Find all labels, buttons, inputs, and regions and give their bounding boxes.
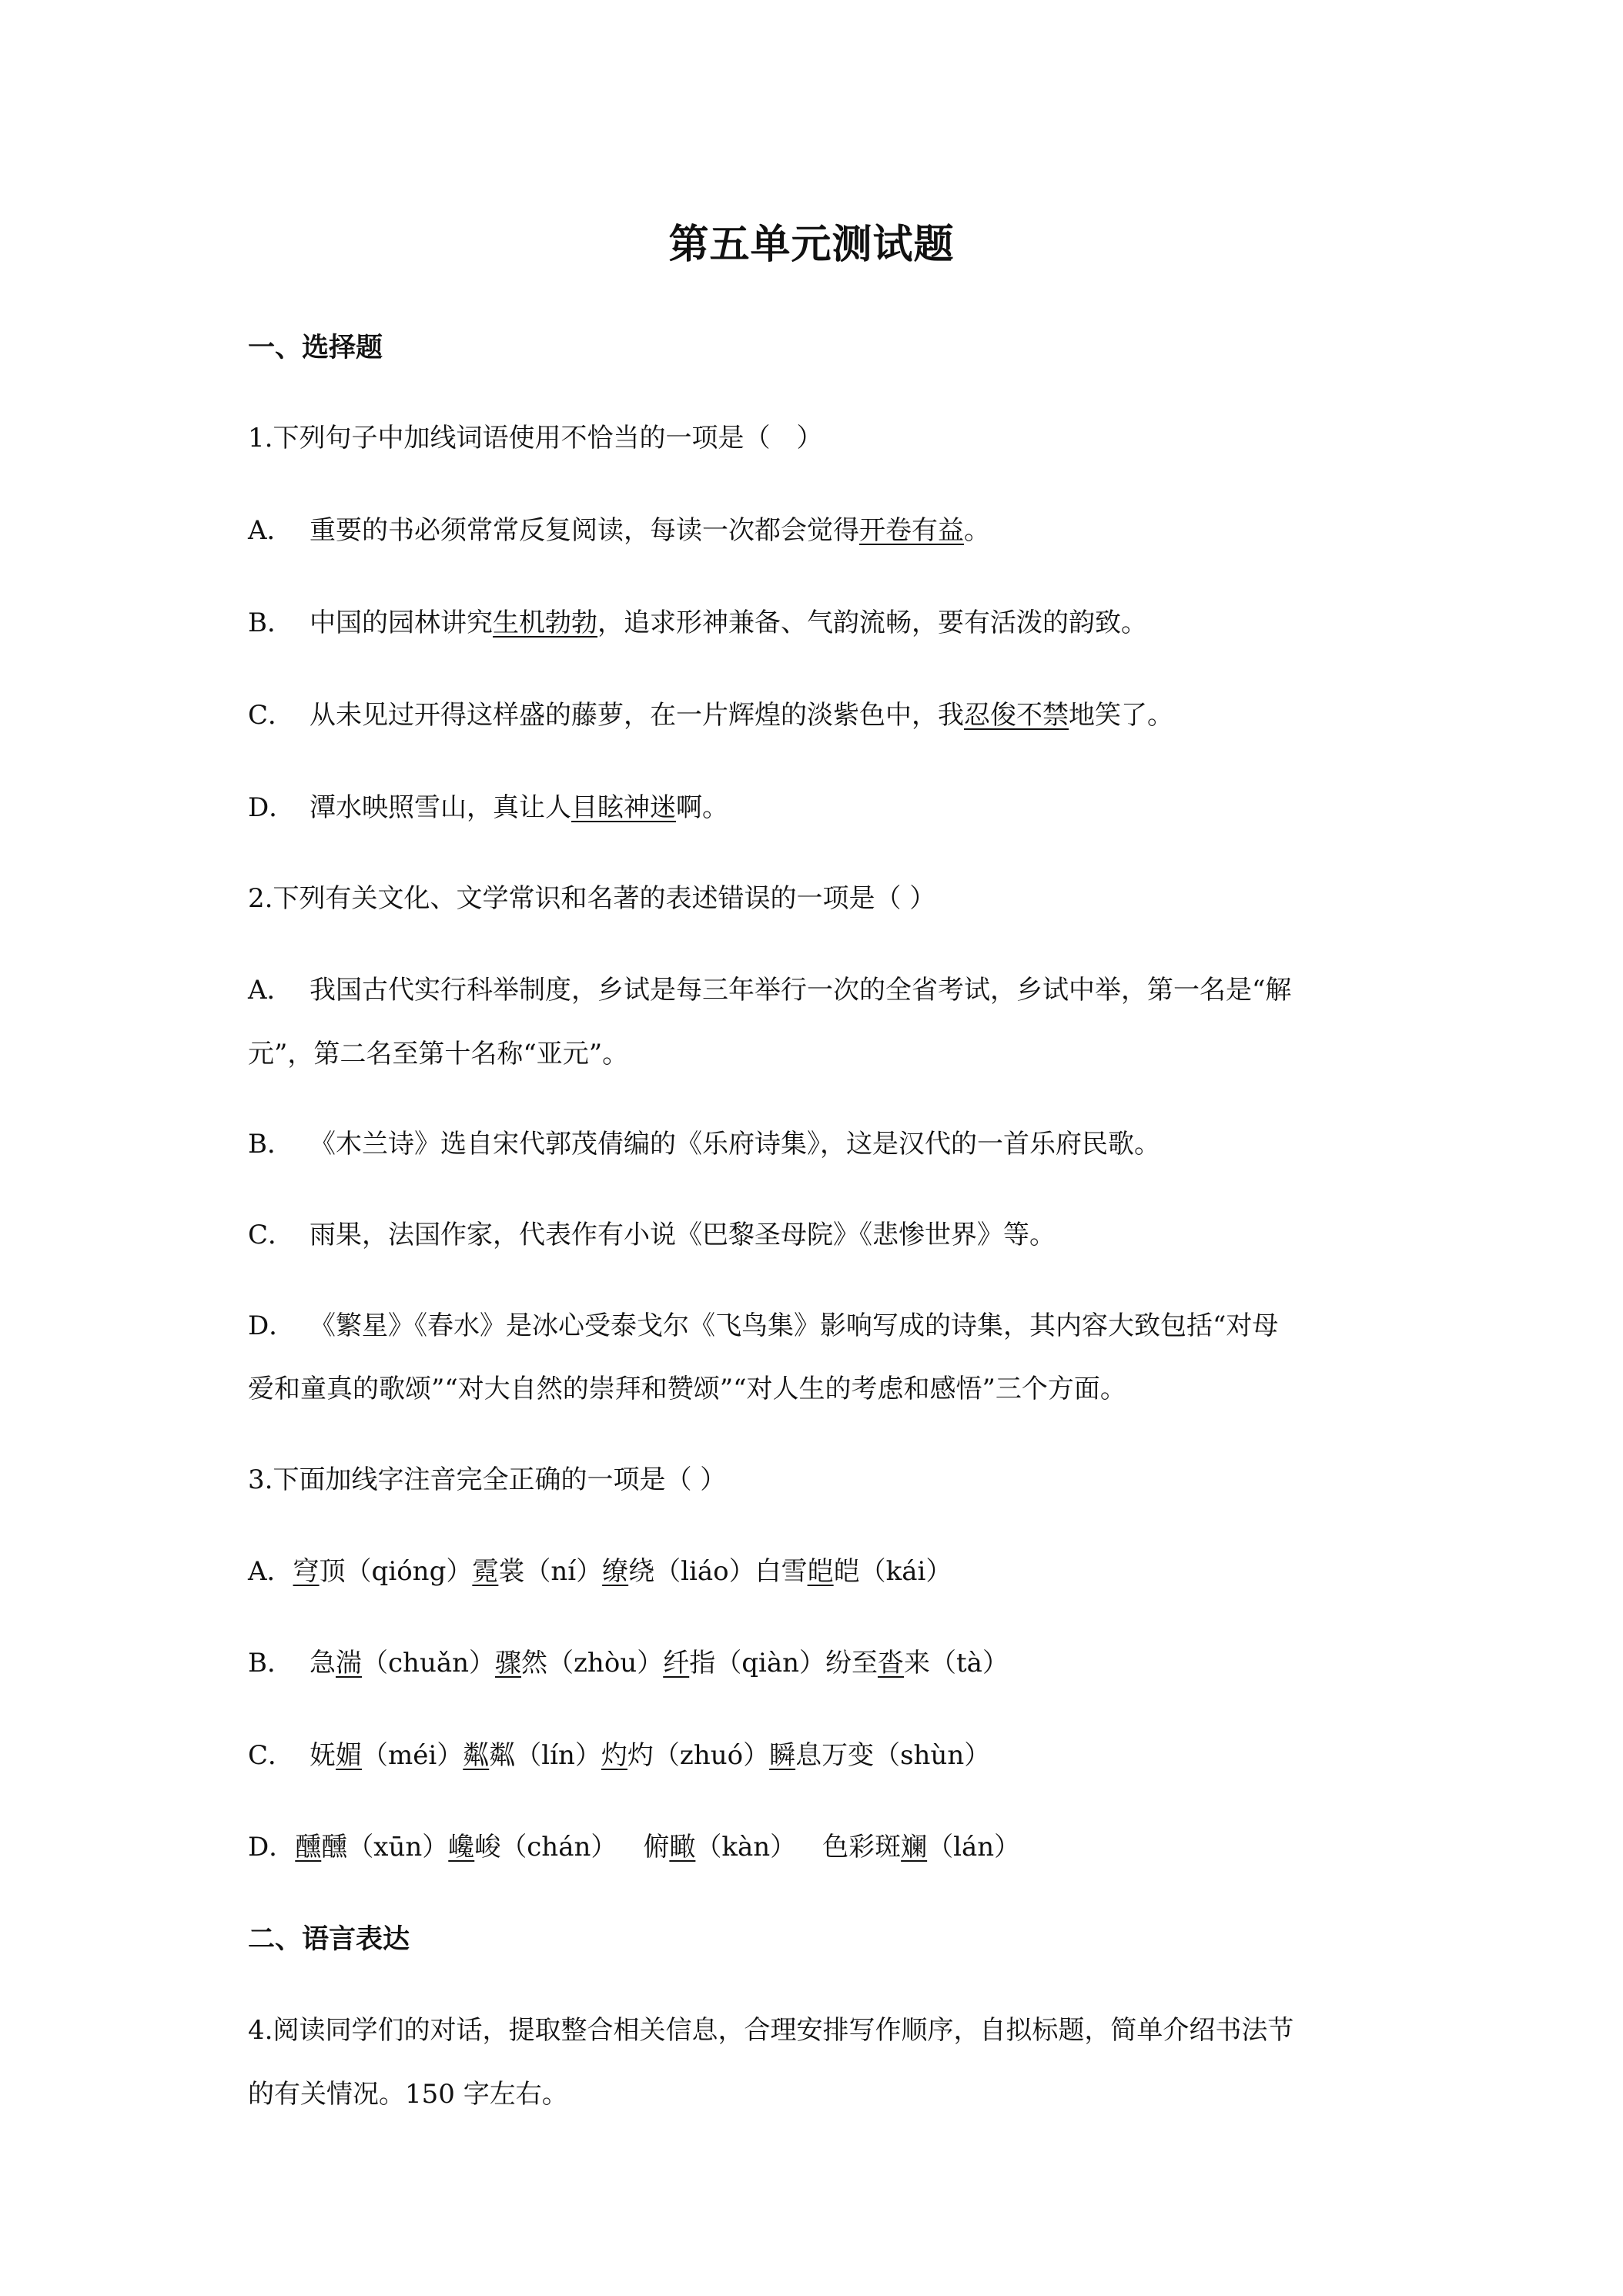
- option-text: 我国古代实行科举制度，乡试是每三年举行一次的全省考试，乡试中举，第一名是“解: [310, 975, 1292, 1006]
- option-text: 来（tà）: [904, 1648, 1009, 1678]
- option-text: 《木兰诗》选自宋代郭茂倩编的《乐府诗集》，这是汉代的一首乐府民歌。: [310, 1129, 1160, 1160]
- option-text: 《繁星》《春水》是冰心受泰戈尔《飞鸟集》影响写成的诗集，其内容大致包括“对母: [310, 1310, 1279, 1341]
- option-text: （lán）: [927, 1832, 1021, 1863]
- option-text: 顶（qióng）: [319, 1556, 473, 1587]
- underlined-char: 媚: [336, 1740, 362, 1771]
- option-text: 。: [964, 515, 990, 546]
- option-text: 从未见过开得这样盛的藤萝，在一片辉煌的淡紫色中，我: [310, 700, 964, 731]
- option-text: 妩: [310, 1740, 336, 1771]
- underlined-char: 皑: [807, 1556, 834, 1587]
- option-label: D．: [248, 1310, 296, 1341]
- underlined-char: 缭: [602, 1556, 629, 1587]
- q2-option-a-line1: [248, 972, 1387, 1009]
- option-label: C．: [248, 1740, 295, 1771]
- underlined-char: 醺: [295, 1832, 322, 1863]
- option-text: 裳（ní）: [498, 1556, 603, 1587]
- option-text: 色彩斑: [822, 1832, 902, 1863]
- q1-option-c: [248, 697, 1387, 734]
- underlined-phrase: 生机勃勃: [493, 607, 597, 638]
- underlined-char: 粼: [463, 1740, 490, 1771]
- option-text: 地笑了。: [1069, 700, 1173, 731]
- option-text: 灼（zhuó）: [627, 1740, 770, 1771]
- underlined-char: 巉: [448, 1832, 475, 1863]
- q2-option-d-line2: 爱和童真的歌颂”“对大自然的崇拜和赞颂”“对人生的考虑和感悟”三个方面。: [248, 1374, 1126, 1404]
- underlined-phrase: 开卷有益: [859, 515, 964, 546]
- option-text: 指（qiàn）纷至: [689, 1648, 878, 1678]
- q3-option-b: [248, 1645, 1387, 1682]
- option-text: 醺（xūn）: [321, 1832, 449, 1863]
- option-text: 啊。: [676, 792, 728, 823]
- question-1-stem: 1.下列句子中加线词语使用不恰当的一项是（ ）: [248, 423, 823, 454]
- option-text: 峻（chán）: [474, 1832, 617, 1863]
- option-label: B．: [248, 1129, 293, 1160]
- question-4-line1: 4.阅读同学们的对话，提取整合相关信息，合理安排写作顺序，自拟标题，简单介绍书法节: [248, 2015, 1294, 2046]
- option-text: （méi）: [362, 1740, 463, 1771]
- underlined-char: 湍: [336, 1648, 362, 1678]
- option-label: A．: [248, 975, 293, 1006]
- option-text: 息万变（shùn）: [795, 1740, 991, 1771]
- option-text: 潭水映照雪山，真让人: [310, 792, 571, 823]
- option-label: A．: [248, 515, 293, 546]
- q3-option-c: [248, 1737, 1387, 1774]
- option-text: 俯: [643, 1832, 670, 1863]
- underlined-char: 灼: [601, 1740, 627, 1771]
- q3-option-d: [248, 1829, 1387, 1866]
- underlined-char: 瞬: [769, 1740, 796, 1771]
- option-text: 然（zhòu）: [521, 1648, 664, 1678]
- underlined-char: 瞰: [669, 1832, 696, 1863]
- underlined-char: 沓: [878, 1648, 905, 1678]
- option-label: B．: [248, 1648, 293, 1678]
- underlined-char: 骤: [495, 1648, 522, 1678]
- q1-option-b: [248, 604, 1387, 641]
- option-text: （kàn）: [695, 1832, 797, 1863]
- underlined-char: 纤: [663, 1648, 690, 1678]
- option-label: C．: [248, 700, 295, 731]
- underlined-phrase: 忍俊不禁: [964, 700, 1069, 731]
- q1-option-a: [248, 512, 1387, 549]
- option-text: 皑（kái）: [833, 1556, 952, 1587]
- option-text: 粼（lín）: [489, 1740, 601, 1771]
- option-label: D．: [248, 1832, 296, 1863]
- section-heading-language: 二、语言表达: [248, 1923, 410, 1955]
- page-title: 第五单元测试题: [668, 221, 955, 268]
- question-4-line2: 的有关情况。150 字左右。: [248, 2079, 568, 2110]
- option-label: D．: [248, 792, 296, 823]
- option-text: 急: [310, 1648, 336, 1678]
- option-label: C．: [248, 1220, 295, 1250]
- q2-option-c: [248, 1217, 1387, 1253]
- question-2-stem: 2.下列有关文化、文学常识和名著的表述错误的一项是（ ）: [248, 883, 936, 914]
- q1-option-d: [248, 789, 1387, 826]
- option-text: 绕（liáo）白雪: [628, 1556, 808, 1587]
- option-text: 中国的园林讲究: [310, 607, 493, 638]
- underlined-char: 斓: [901, 1832, 928, 1863]
- option-text: （chuǎn）: [362, 1648, 496, 1678]
- q2-option-d-line1: [248, 1307, 1387, 1344]
- underlined-char: 穹: [293, 1556, 320, 1587]
- option-text: 雨果，法国作家，代表作有小说《巴黎圣母院》《悲惨世界》等。: [310, 1220, 1056, 1250]
- q2-option-b: [248, 1126, 1387, 1163]
- underlined-char: 霓: [472, 1556, 499, 1587]
- q3-option-a: [248, 1553, 1387, 1590]
- option-label: A．: [248, 1556, 293, 1587]
- option-text: 重要的书必须常常反复阅读，每读一次都会觉得: [310, 515, 859, 546]
- option-label: B．: [248, 607, 293, 638]
- q2-option-a-line2: 元”，第二名至第十名称“亚元”。: [248, 1039, 629, 1069]
- section-heading-choice: 一、选择题: [248, 332, 383, 363]
- question-3-stem: 3.下面加线字注音完全正确的一项是（ ）: [248, 1464, 727, 1495]
- underlined-phrase: 目眩神迷: [571, 792, 676, 823]
- option-text: ，追求形神兼备、气韵流畅，要有活泼的韵致。: [597, 607, 1147, 638]
